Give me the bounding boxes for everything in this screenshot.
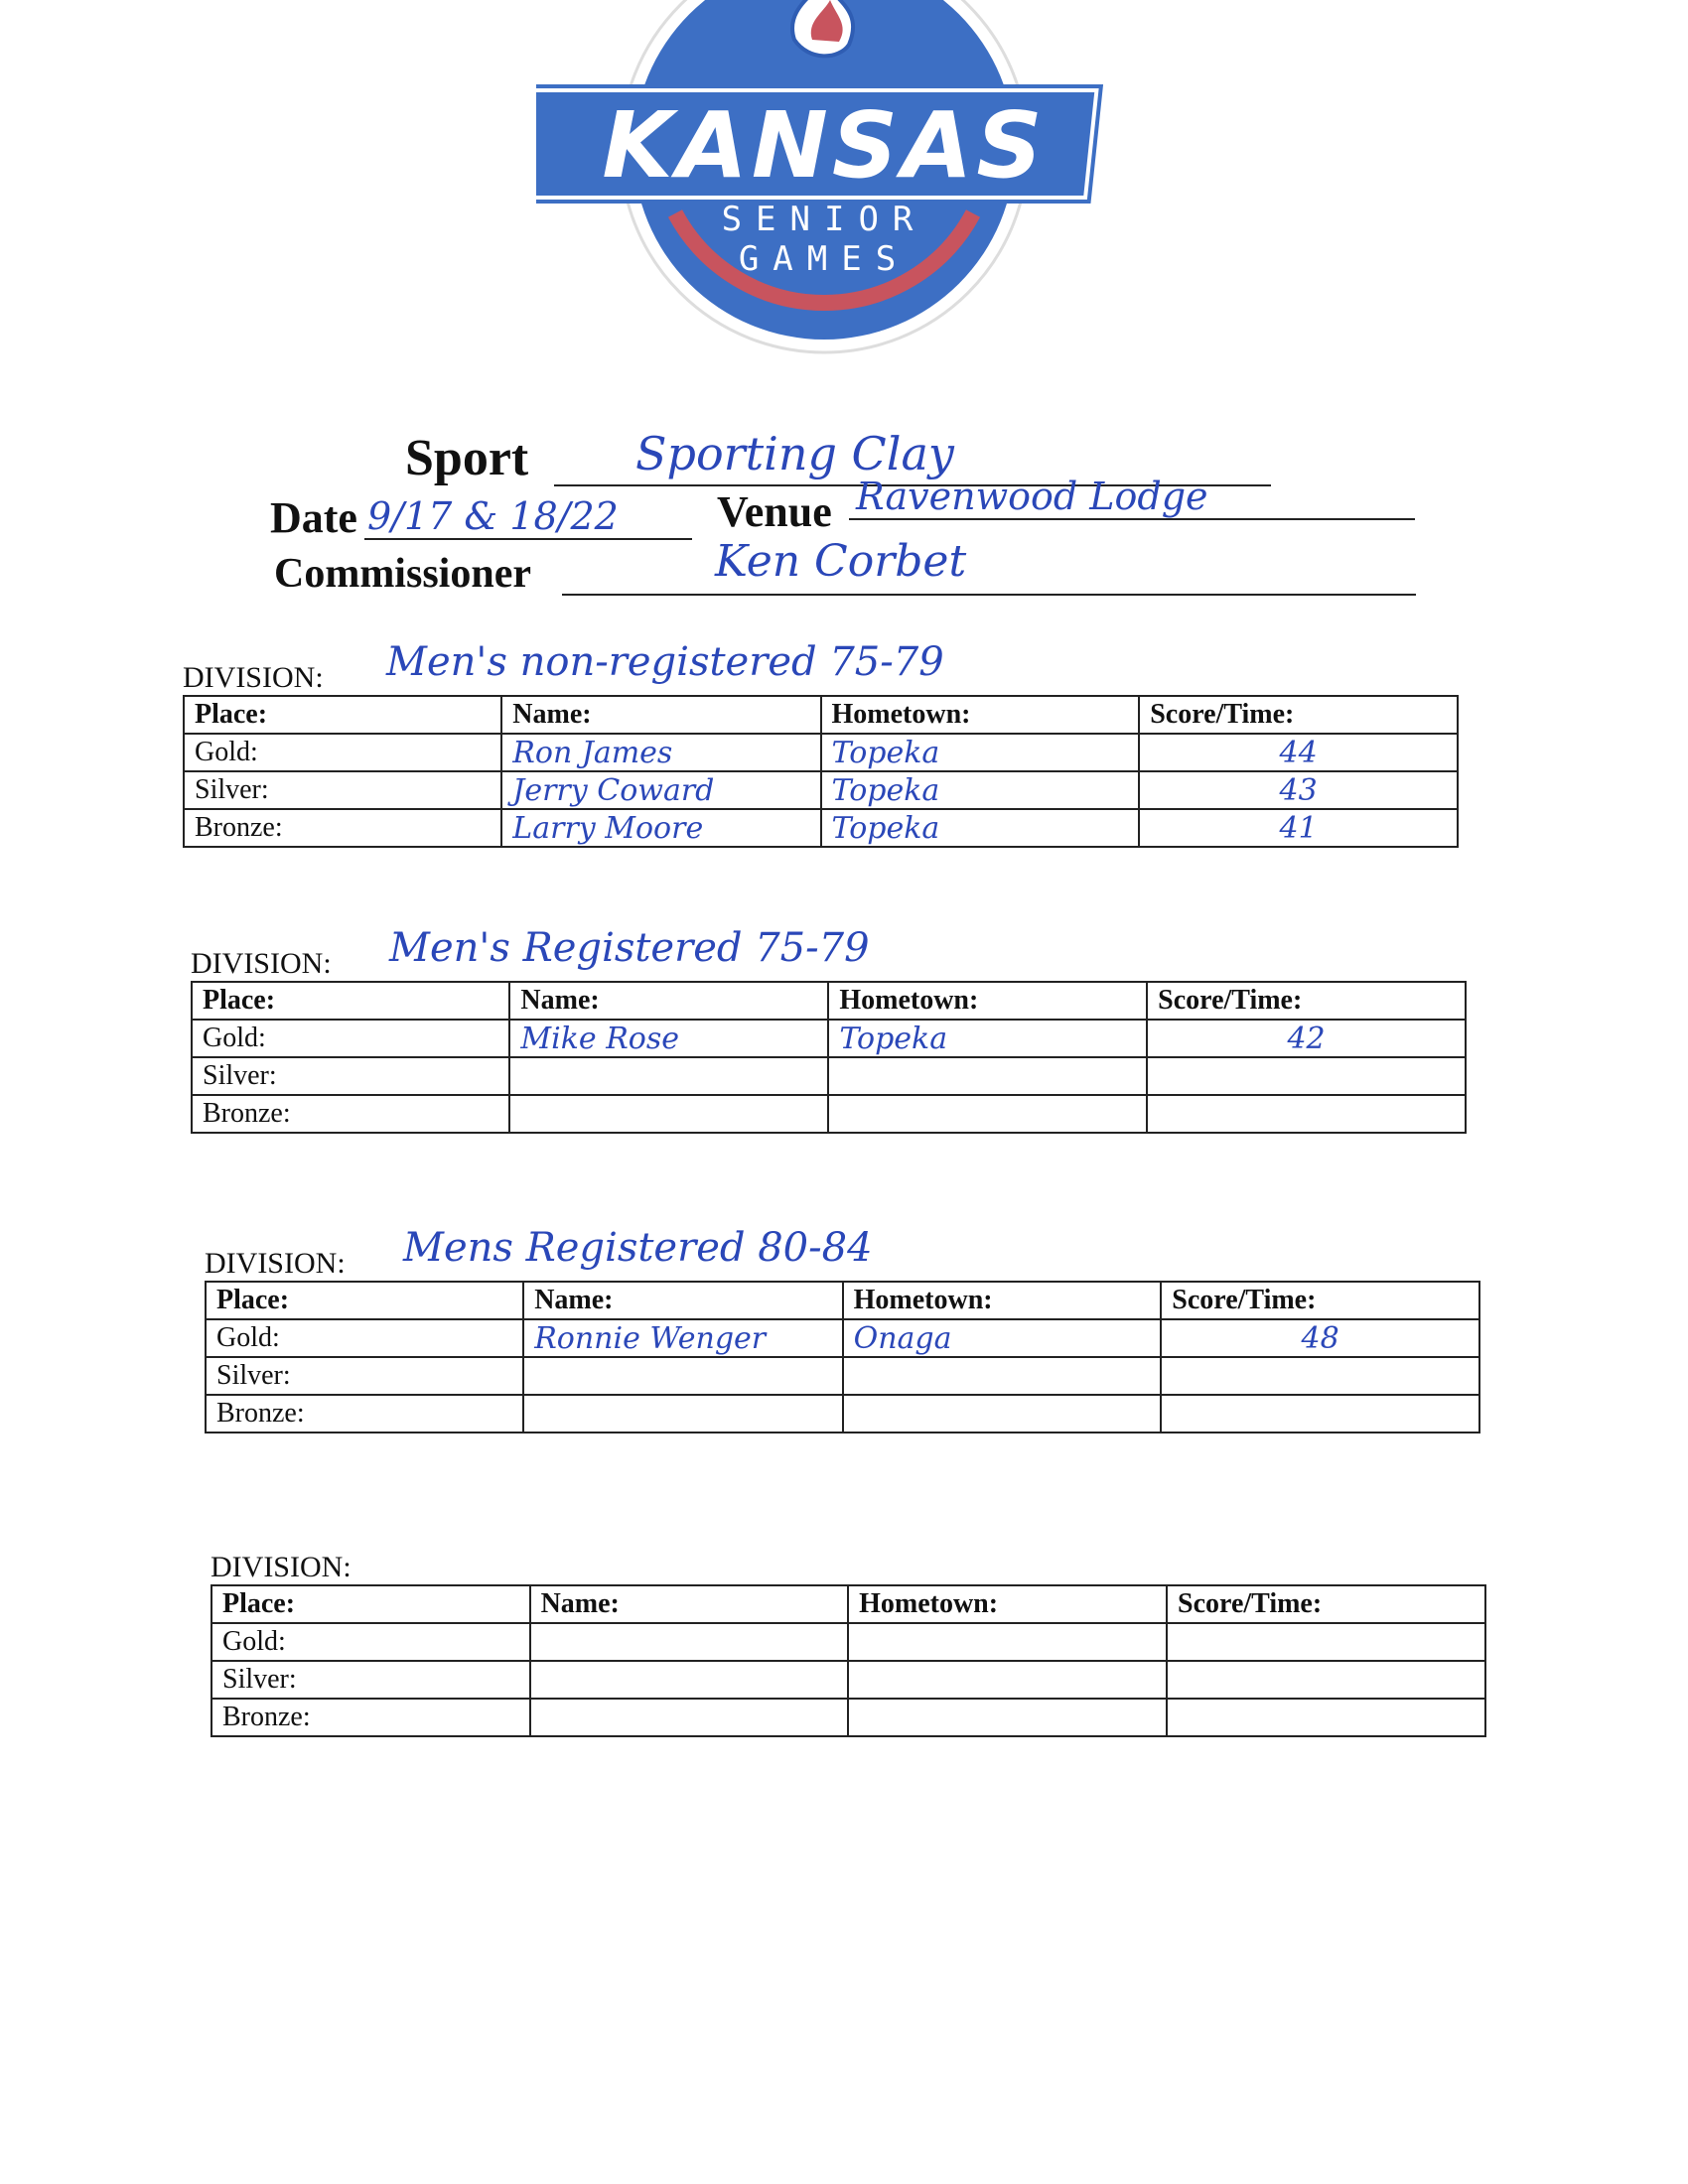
table-row	[211, 1623, 1485, 1661]
place-gold: Gold:	[192, 1020, 509, 1057]
division-label: DIVISION:	[191, 947, 332, 980]
date-value: 9/17 & 18/22	[367, 494, 619, 538]
table-row	[211, 1661, 1485, 1699]
name-header: Name:	[501, 696, 820, 734]
venue-label: Venue	[717, 487, 832, 536]
hometown-header: Hometown:	[843, 1282, 1162, 1319]
name-cell: Jerry Coward	[512, 772, 715, 808]
table-row	[206, 1357, 1479, 1395]
name-cell: Ronnie Wenger	[534, 1320, 767, 1356]
place-header: Place:	[211, 1585, 530, 1623]
division-label: DIVISION:	[211, 1551, 352, 1583]
hometown-header: Hometown:	[821, 696, 1140, 734]
place-bronze: Bronze:	[206, 1395, 523, 1433]
score-header: Score/Time:	[1167, 1585, 1485, 1623]
table-row	[211, 1699, 1485, 1736]
sport-label: Sport	[405, 430, 529, 486]
place-bronze: Bronze:	[211, 1699, 530, 1736]
place-bronze: Bronze:	[184, 809, 501, 847]
table-row	[184, 809, 1458, 847]
score-cell: 44	[1279, 735, 1318, 770]
score-cell: 42	[1287, 1021, 1326, 1056]
commissioner-line	[562, 594, 1416, 596]
date-line	[364, 538, 692, 540]
venue-value: Ravenwood Lodge	[856, 475, 1208, 518]
division-value: Mens Registered 80-84	[403, 1225, 873, 1271]
logo-title: KANSAS	[602, 92, 1047, 199]
results-table	[205, 1281, 1480, 1433]
place-gold: Gold:	[206, 1319, 523, 1357]
name-header: Name:	[530, 1585, 849, 1623]
division-label: DIVISION:	[205, 1247, 346, 1280]
name-cell: Mike Rose	[520, 1021, 679, 1056]
name-cell: Larry Moore	[512, 810, 704, 846]
hometown-cell: Topeka	[831, 810, 940, 846]
place-silver: Silver:	[206, 1357, 523, 1395]
table-row	[206, 1319, 1479, 1357]
place-gold: Gold:	[184, 734, 501, 771]
division-label: DIVISION:	[183, 661, 324, 694]
table-row	[192, 1020, 1466, 1057]
table-row	[184, 771, 1458, 809]
score-header: Score/Time:	[1161, 1282, 1479, 1319]
score-cell: 43	[1279, 772, 1318, 808]
division-value: Men's Registered 75-79	[389, 925, 870, 971]
score-cell: 41	[1279, 810, 1318, 846]
results-table	[183, 695, 1459, 848]
hometown-cell: Onaga	[853, 1320, 952, 1356]
hometown-header: Hometown:	[828, 982, 1147, 1020]
sport-value: Sporting Clay	[635, 427, 954, 480]
venue-line	[849, 518, 1415, 520]
commissioner-label: Commissioner	[274, 551, 531, 597]
table-row	[192, 1095, 1466, 1133]
name-header: Name:	[523, 1282, 842, 1319]
hometown-cell: Topeka	[831, 735, 940, 770]
results-table	[191, 981, 1467, 1134]
date-label: Date	[270, 493, 357, 542]
place-bronze: Bronze:	[192, 1095, 509, 1133]
table-row	[192, 1057, 1466, 1095]
place-gold: Gold:	[211, 1623, 530, 1661]
results-table	[211, 1584, 1486, 1737]
table-row	[206, 1395, 1479, 1433]
place-header: Place:	[184, 696, 501, 734]
name-header: Name:	[509, 982, 828, 1020]
place-header: Place:	[192, 982, 509, 1020]
division-value: Men's non-registered 75-79	[386, 639, 944, 685]
logo-subtitle-2: GAMES	[738, 239, 911, 279]
place-silver: Silver:	[184, 771, 501, 809]
kansas-senior-games-logo	[536, 0, 1112, 357]
name-cell: Ron James	[512, 735, 673, 770]
place-silver: Silver:	[192, 1057, 509, 1095]
logo-subtitle-1: SENIOR	[721, 200, 927, 239]
score-header: Score/Time:	[1147, 982, 1466, 1020]
hometown-cell: Topeka	[831, 772, 940, 808]
commissioner-value: Ken Corbet	[715, 536, 967, 587]
hometown-cell: Topeka	[839, 1021, 948, 1056]
table-row	[184, 734, 1458, 771]
score-cell: 48	[1301, 1320, 1339, 1356]
place-header: Place:	[206, 1282, 523, 1319]
score-header: Score/Time:	[1139, 696, 1458, 734]
place-silver: Silver:	[211, 1661, 530, 1699]
hometown-header: Hometown:	[848, 1585, 1167, 1623]
